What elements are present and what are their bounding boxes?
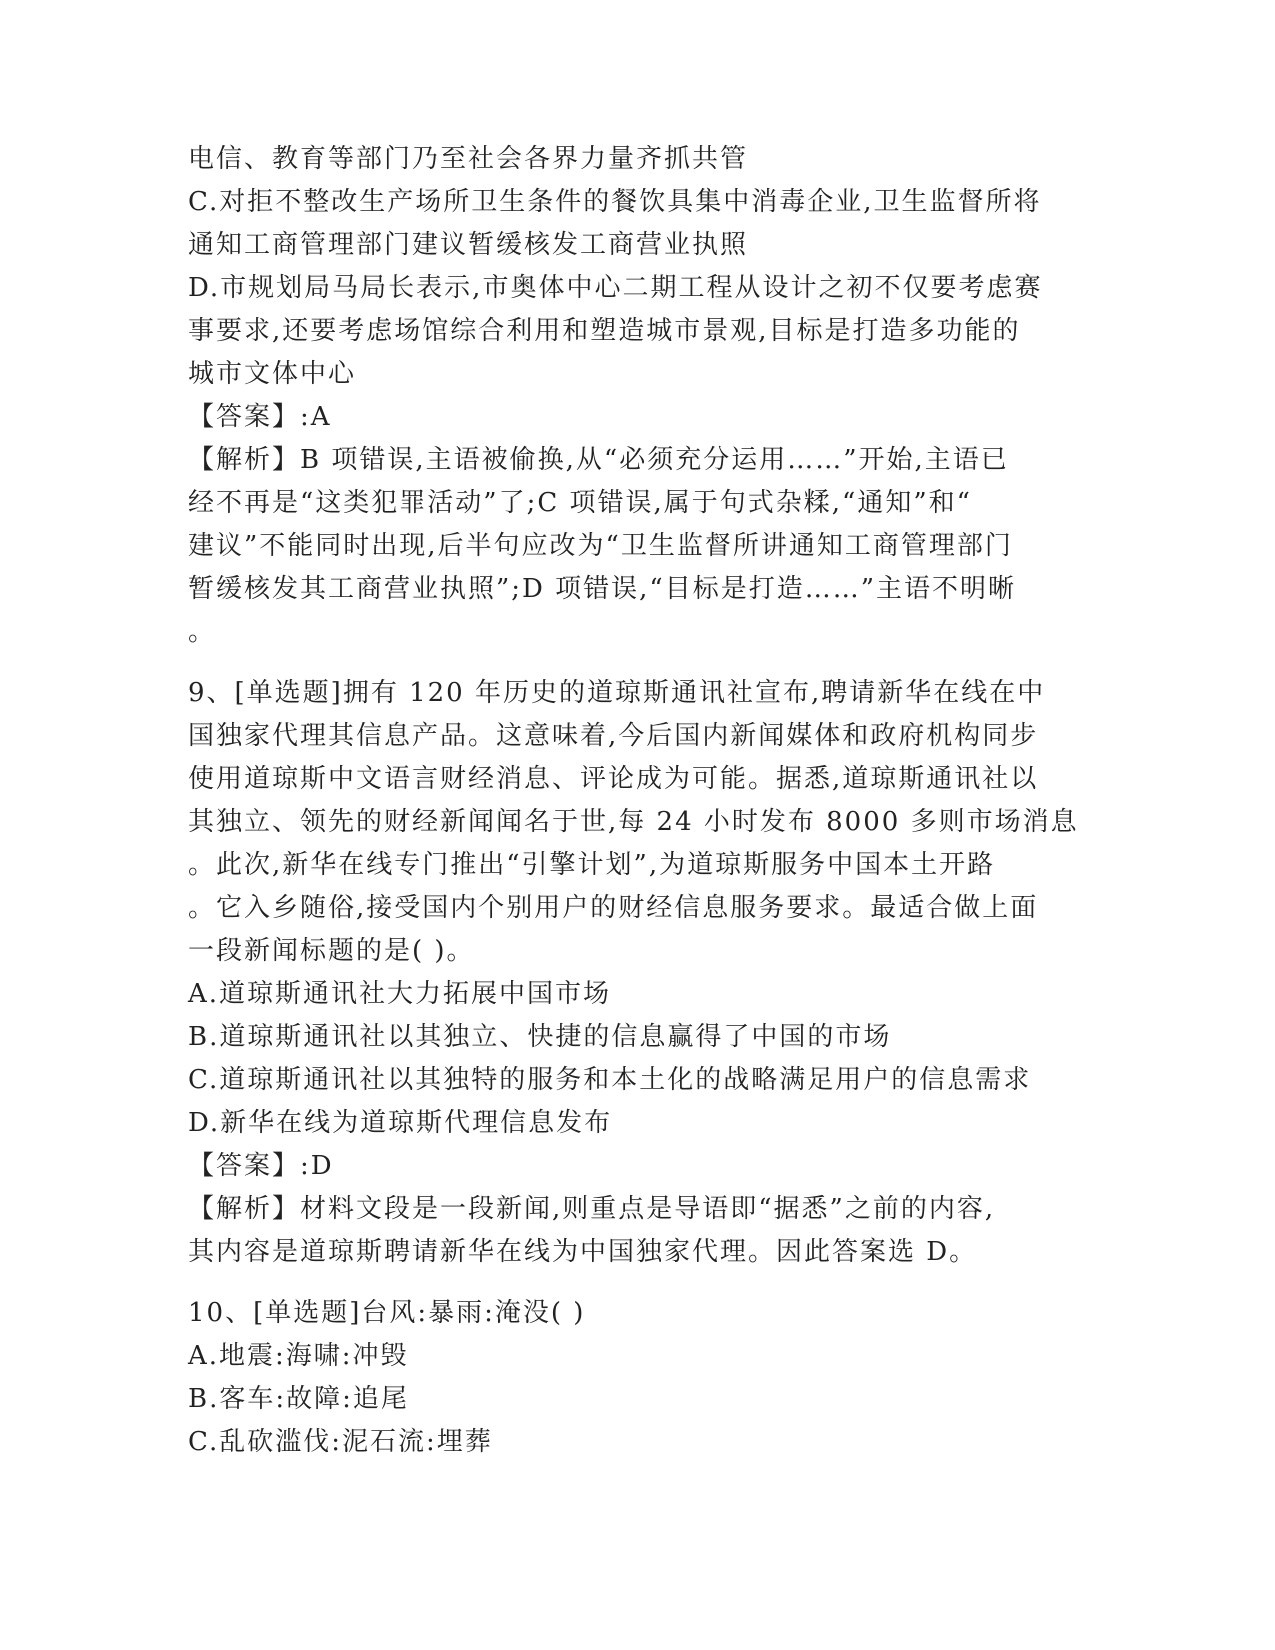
text-line: 建议”不能同时出现,后半句应改为“卫生监督所讲通知工商管理部门 [188,531,1013,561]
question-10 [188,1292,1088,1464]
question-stem: 10、[单选题]台风:暴雨:淹没( ) [188,1298,586,1328]
answer-line: 【答案】:A [188,402,332,432]
option-c: C.道琼斯通讯社以其独特的服务和本土化的战略满足用户的信息需求 [188,1065,1032,1095]
option-a: A.道琼斯通讯社大力拓展中国市场 [188,979,612,1009]
answer-line: 【答案】:D [188,1151,334,1181]
text-line: 。 [188,617,217,647]
text-line: 。它入乡随俗,接受国内个别用户的财经信息服务要求。最适合做上面 [188,893,1039,923]
analysis-line: 【解析】材料文段是一段新闻,则重点是导语即“据悉”之前的内容, [188,1194,996,1224]
text-line: 使用道琼斯中文语言财经消息、评论成为可能。据悉,道琼斯通讯社以 [188,764,1039,794]
question-8-continuation [188,138,1088,654]
text-line: 一段新闻标题的是( )。 [188,936,475,966]
text-line: 通知工商管理部门建议暂缓核发工商营业执照 [188,230,749,260]
text-line: 。此次,新华在线专门推出“引擎计划”,为道琼斯服务中国本土开路 [188,850,996,880]
text-line: 经不再是“这类犯罪活动”了;C 项错误,属于句式杂糅,“通知”和“ [188,488,972,518]
text-line: 电信、教育等部门乃至社会各界力量齐抓共管 [188,144,749,174]
question-stem: 9、[单选题]拥有 120 年历史的道琼斯通讯社宣布,聘请新华在线在中 [188,678,1046,708]
option-c: C.乱砍滥伐:泥石流:埋葬 [188,1427,493,1457]
option-a: A.地震:海啸:冲毁 [188,1341,409,1371]
document-page [188,138,1088,1464]
text-line: 其内容是道琼斯聘请新华在线为中国独家代理。因此答案选 D。 [188,1237,978,1267]
option-b: B.道琼斯通讯社以其独立、快捷的信息赢得了中国的市场 [188,1022,892,1052]
text-line: 城市文体中心 [188,359,357,389]
option-d: D.市规划局马局长表示,市奥体中心二期工程从设计之初不仅要考虑赛 [188,273,1043,303]
text-line: 事要求,还要考虑场馆综合利用和塑造城市景观,目标是打造多功能的 [188,316,1021,346]
text-line: 国独家代理其信息产品。这意味着,今后国内新闻媒体和政府机构同步 [188,721,1039,751]
option-d: D.新华在线为道琼斯代理信息发布 [188,1108,613,1138]
text-line: 暂缓核发其工商营业执照”;D 项错误,“目标是打造……”主语不明晰 [188,574,1017,604]
analysis-line: 【解析】B 项错误,主语被偷换,从“必须充分运用……”开始,主语已 [188,445,1009,475]
text-line: 其独立、领先的财经新闻闻名于世,每 24 小时发布 8000 多则市场消息 [188,807,1079,837]
question-9 [188,672,1088,1274]
option-b: B.客车:故障:追尾 [188,1384,409,1414]
option-c: C.对拒不整改生产场所卫生条件的餐饮具集中消毒企业,卫生监督所将 [188,187,1042,217]
